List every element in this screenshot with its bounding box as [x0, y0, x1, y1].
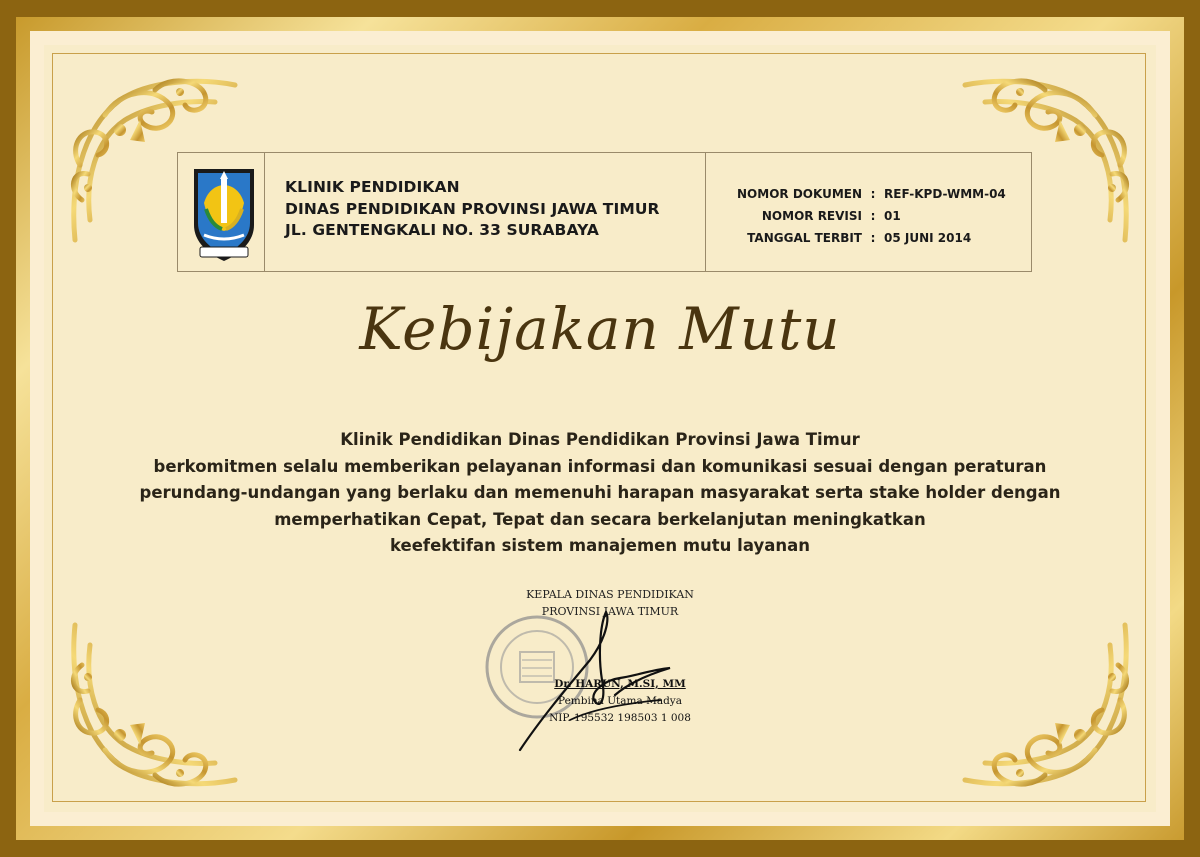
east-java-emblem-logo	[190, 163, 258, 263]
policy-line: berkomitmen selalu memberikan pelayanan informasi dan komunikasi sesuai dengan peraturan	[153, 456, 1047, 476]
header-divider	[264, 152, 265, 272]
ornament-corner-bottom-right	[950, 605, 1140, 795]
meta-colon: :	[870, 209, 876, 223]
meta-value: 01	[884, 209, 901, 223]
document-title: Kebijakan Mutu	[359, 295, 841, 363]
policy-line: Klinik Pendidikan Dinas Pendidikan Provinsi Jawa Timur	[340, 430, 860, 449]
policy-line: perundang-undangan yang berlaku dan memenuhi harapan masyarakat serta stake holder dengan	[139, 483, 1061, 502]
meta-row-issue-date	[722, 227, 1006, 249]
org-line: DINAS PENDIDIKAN PROVINSI JAWA TIMUR	[285, 199, 660, 218]
meta-row-revision	[722, 205, 1006, 227]
meta-row-document-number	[722, 183, 1006, 205]
meta-value: 05 JUNI 2014	[884, 231, 972, 245]
signatory-details	[520, 676, 720, 727]
policy-statement	[100, 427, 1100, 560]
meta-key: NOMOR REVISI	[761, 209, 862, 223]
meta-colon: :	[870, 187, 876, 201]
document-meta-block	[722, 183, 1006, 249]
signatory-name: Dr. HARUN, M.SI, MM	[554, 678, 686, 690]
header-divider	[705, 152, 706, 272]
org-line: JL. GENTENGKALI NO. 33 SURABAYA	[285, 221, 600, 239]
signatory-title-line: PROVINSI JAWA TIMUR	[541, 605, 679, 618]
organization-name-block	[285, 177, 660, 242]
meta-key: NOMOR DOKUMEN	[737, 187, 862, 201]
meta-key: TANGGAL TERBIT	[747, 231, 862, 245]
org-line: KLINIK PENDIDIKAN	[285, 178, 460, 196]
policy-line: keefektifan sistem manajemen mutu layanan	[390, 536, 810, 555]
signatory-rank: Pembina Utama Madya	[557, 695, 682, 707]
policy-line: memperhatikan Cepat, Tepat dan secara berkelanjutan meningkatkan	[274, 509, 926, 529]
meta-colon: :	[870, 231, 876, 245]
meta-value: REF-KPD-WMM-04	[884, 187, 1006, 201]
ornament-corner-bottom-left	[60, 605, 250, 795]
signatory-title-line: KEPALA DINAS PENDIDIKAN	[526, 588, 694, 601]
signatory-nip: NIP. 195532 198503 1 008	[549, 712, 691, 724]
